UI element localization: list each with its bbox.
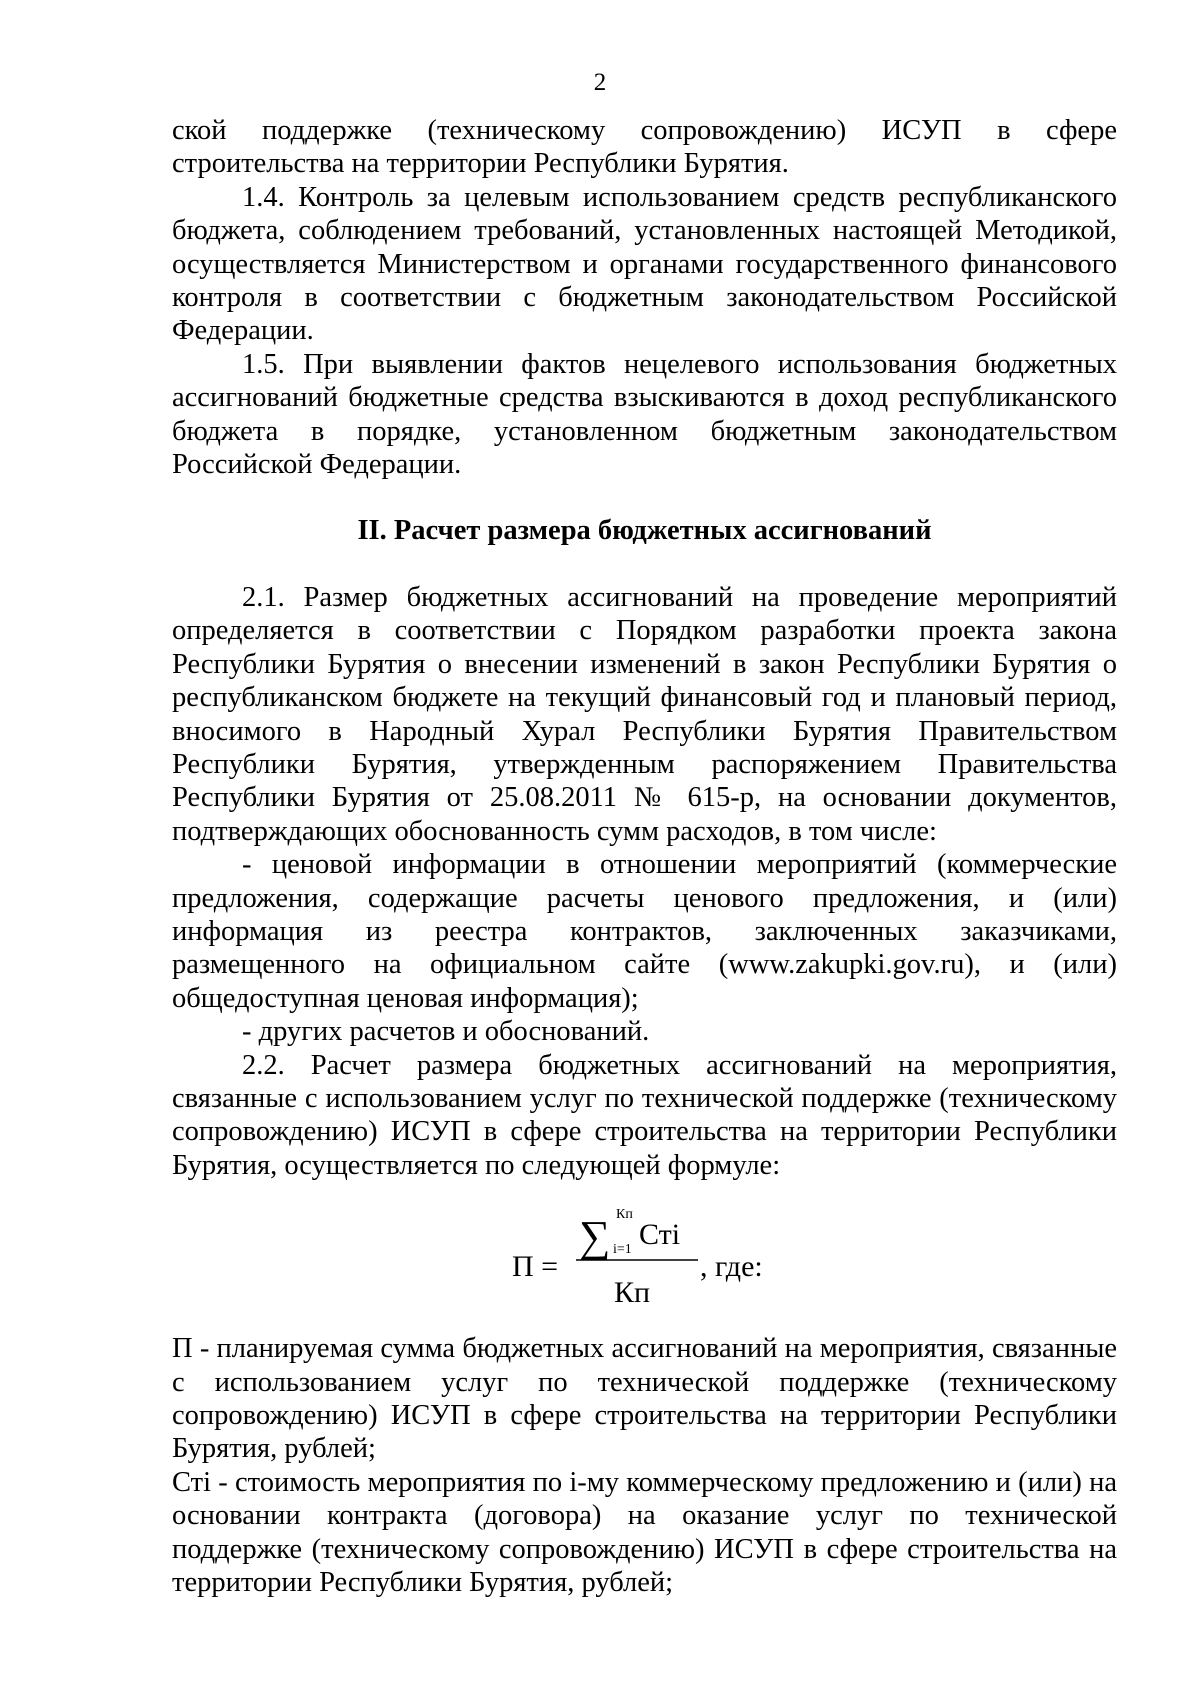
- formula-lhs: П =: [512, 1250, 559, 1284]
- document-body: [172, 114, 1117, 1599]
- paragraph-continuation: ской поддержке (техническому сопровождению) ИСУП в сфере строительства на территории Республики Бурятия.: [172, 115, 1117, 180]
- bullet-other-calculations: - других расчетов и обоснований.: [242, 1016, 650, 1048]
- bullet-price-information: - ценовой информации в отношении мероприятий (коммерческие предложения, содержащие расчеты ценового предложения, и (или) информация из реестра контрактов, заключенных заказчиками, размещенного на официальном сайте (www.zakupki.gov.ru), и (или) общедоступная ценовая информация);: [172, 849, 1117, 1014]
- formula-sum-symbol: ∑: [579, 1212, 611, 1262]
- formula-denominator: Кп: [614, 1276, 651, 1310]
- paragraph-clause-2-2: 2.2. Расчет размера бюджетных ассигнований на мероприятия, связанные с использованием услуг по технической поддержке (техническому сопровождению) ИСУП в сфере строительства на территории Республики Бурятия, осуществляется по следующей формуле:: [172, 1049, 1117, 1181]
- formula-lower-limit: i=1: [613, 1242, 632, 1258]
- paragraph-clause-1-4: 1.4. Контроль за целевым использованием средств республиканского бюджета, соблюдением требований, установленных настоящей Методикой, осуществляется Министерством и органами государственного финансового контроля в соответствии с бюджетным законодательством Российской Федерации.: [172, 181, 1117, 347]
- paragraph-clause-1-5: 1.5. При выявлении фактов нецелевого использования бюджетных ассигнований бюджетные средства взыскиваются в доход республиканского бюджета в порядке, установленном бюджетным законодательством Российской Федерации.: [172, 348, 1117, 481]
- formula: [512, 1196, 832, 1326]
- formula-block: [172, 1196, 1117, 1326]
- formula-suffix: , где:: [700, 1250, 763, 1284]
- definition-p: П - планируемая сумма бюджетных ассигнований на мероприятия, связанные с использованием услуг по технической поддержке (техническому сопровождению) ИСУП в сфере строительства на территории Республики Бурятия, рублей;: [172, 1333, 1117, 1465]
- definitions-block: [172, 1332, 1117, 1599]
- formula-upper-limit: Кп: [616, 1207, 633, 1223]
- page-number: 2: [593, 69, 607, 96]
- formula-summand: Сті: [639, 1218, 681, 1252]
- definition-cti: Сті - стоимость мероприятия по i-му коммерческому предложению и (или) на основании контракта (договора) на оказание услуг по технической поддержке (техническому сопровождению) ИСУП в сфере строительства на территории Республики Бурятия, рублей;: [172, 1466, 1117, 1599]
- paragraph-clause-2-1: 2.1. Размер бюджетных ассигнований на проведение мероприятий определяется в соответствии с Порядком разработки проекта закона Республики Бурятия о внесении изменений в закон Республики Бурятия о республиканском бюджете на текущий финансовый год и плановый период, вносимого в Народный Хурал Республики Бурятия Правительством Республики Бурятия, утвержденным распоряжением Правительства Республики Бурятия от 25.08.2011 № 615-р, на основании документов, подтверждающих обоснованность сумм расходов, в том числе:: [172, 581, 1117, 847]
- section-heading: II. Расчет размера бюджетных ассигнований: [357, 515, 932, 547]
